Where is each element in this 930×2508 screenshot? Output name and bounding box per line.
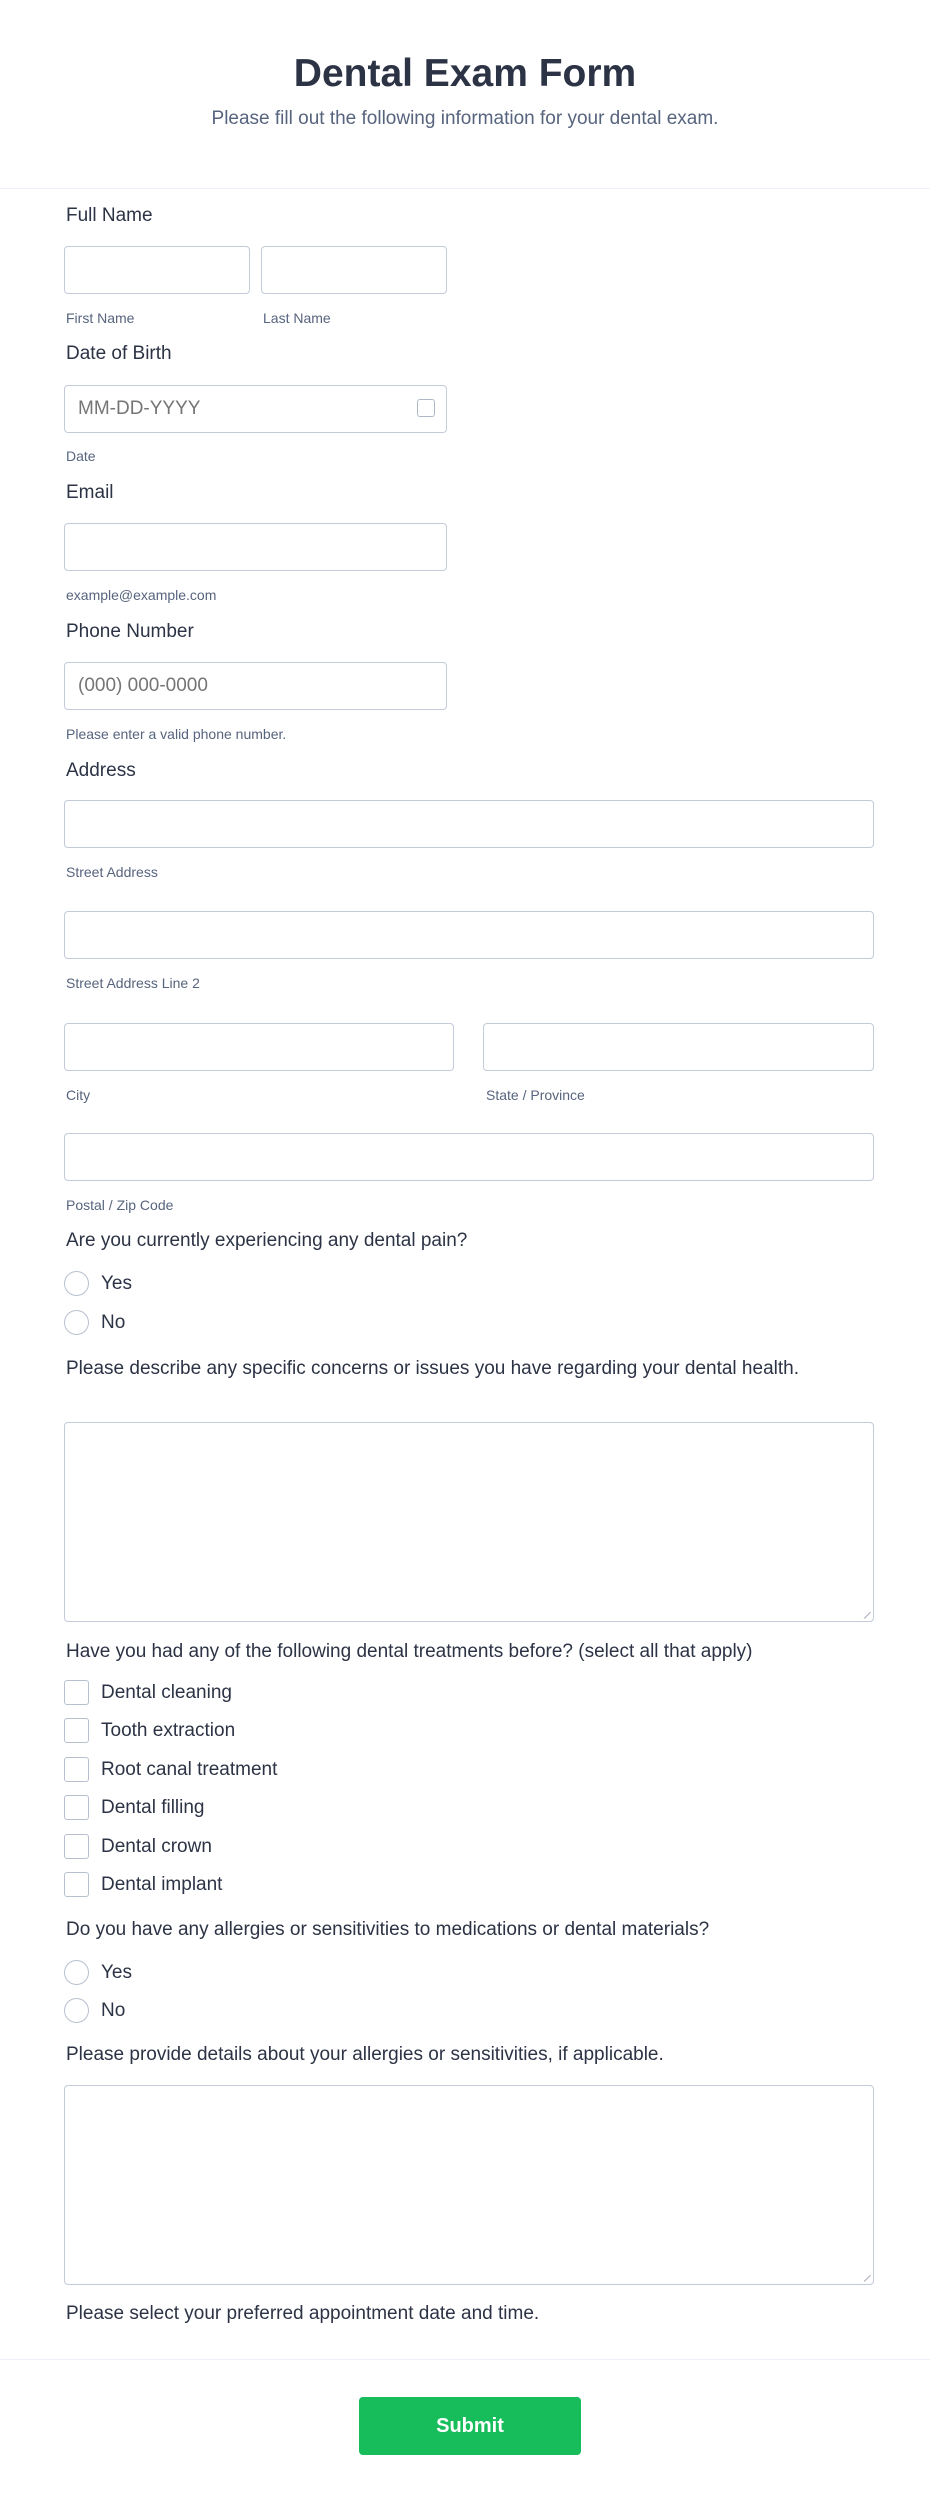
treatment-label: Dental filling: [101, 1797, 205, 1818]
allergies-question: Do you have any allergies or sensitivities to medications or dental materials?: [66, 1919, 710, 1940]
allergies-yes-label: Yes: [101, 1962, 132, 1983]
appointment-question: Please select your preferred appointment date and time.: [66, 2303, 540, 2324]
email-label: Email: [66, 482, 114, 503]
phone-sublabel: Please enter a valid phone number.: [66, 726, 287, 742]
treatment-checkbox-filling[interactable]: [64, 1795, 89, 1820]
page-title: Dental Exam Form: [293, 52, 637, 95]
street-sublabel: Street Address: [66, 864, 158, 880]
treatment-label: Root canal treatment: [101, 1759, 278, 1780]
email-input[interactable]: [64, 523, 447, 571]
treatment-label: Dental crown: [101, 1836, 212, 1857]
full-name-label: Full Name: [66, 205, 153, 226]
treatment-checkbox-extraction[interactable]: [64, 1718, 89, 1743]
pain-yes-radio[interactable]: [64, 1271, 89, 1296]
address-label: Address: [66, 760, 136, 781]
submit-button[interactable]: Submit: [359, 2397, 581, 2455]
resize-handle-icon[interactable]: [858, 2269, 871, 2282]
street-address-input[interactable]: [64, 800, 874, 848]
first-name-input[interactable]: [64, 246, 250, 294]
last-name-sublabel: Last Name: [263, 310, 331, 326]
state-sublabel: State / Province: [486, 1087, 585, 1103]
phone-label: Phone Number: [66, 621, 194, 642]
calendar-icon[interactable]: [417, 399, 435, 417]
email-sublabel: example@example.com: [66, 587, 217, 603]
concerns-question: Please describe any specific concerns or issues you have regarding your dental health.: [66, 1358, 799, 1379]
dob-label: Date of Birth: [66, 343, 172, 364]
treatment-label: Dental cleaning: [101, 1682, 232, 1703]
state-input[interactable]: [483, 1023, 874, 1071]
treatment-checkbox-cleaning[interactable]: [64, 1680, 89, 1705]
allergies-no-radio[interactable]: [64, 1998, 89, 2023]
treatments-question: Have you had any of the following dental treatments before? (select all that apply): [66, 1641, 753, 1662]
treatment-checkbox-crown[interactable]: [64, 1834, 89, 1859]
treatment-checkbox-implant[interactable]: [64, 1872, 89, 1897]
dob-input[interactable]: [64, 385, 447, 433]
street2-sublabel: Street Address Line 2: [66, 975, 200, 991]
resize-handle-icon[interactable]: [858, 1606, 871, 1619]
treatment-label: Dental implant: [101, 1874, 223, 1895]
allergies-no-label: No: [101, 2000, 126, 2021]
header-divider: [0, 188, 930, 189]
allergy-details-question: Please provide details about your allergies or sensitivities, if applicable.: [66, 2044, 664, 2065]
postal-sublabel: Postal / Zip Code: [66, 1197, 174, 1213]
pain-no-radio[interactable]: [64, 1310, 89, 1335]
concerns-textarea[interactable]: [64, 1422, 874, 1622]
phone-input[interactable]: [64, 662, 447, 710]
pain-no-label: No: [101, 1312, 126, 1333]
page-subtitle: Please fill out the following information for your dental exam.: [211, 108, 719, 129]
first-name-sublabel: First Name: [66, 310, 135, 326]
city-input[interactable]: [64, 1023, 454, 1071]
allergies-yes-radio[interactable]: [64, 1960, 89, 1985]
pain-yes-label: Yes: [101, 1273, 132, 1294]
pain-question: Are you currently experiencing any dental pain?: [66, 1230, 468, 1251]
city-sublabel: City: [66, 1087, 91, 1103]
footer-divider: [0, 2359, 930, 2360]
dob-sublabel: Date: [66, 448, 96, 464]
treatment-checkbox-root-canal[interactable]: [64, 1757, 89, 1782]
treatment-label: Tooth extraction: [101, 1720, 236, 1741]
allergy-details-textarea[interactable]: [64, 2085, 874, 2285]
street-address-2-input[interactable]: [64, 911, 874, 959]
dob-field[interactable]: [64, 385, 447, 433]
last-name-input[interactable]: [261, 246, 447, 294]
postal-input[interactable]: [64, 1133, 874, 1181]
